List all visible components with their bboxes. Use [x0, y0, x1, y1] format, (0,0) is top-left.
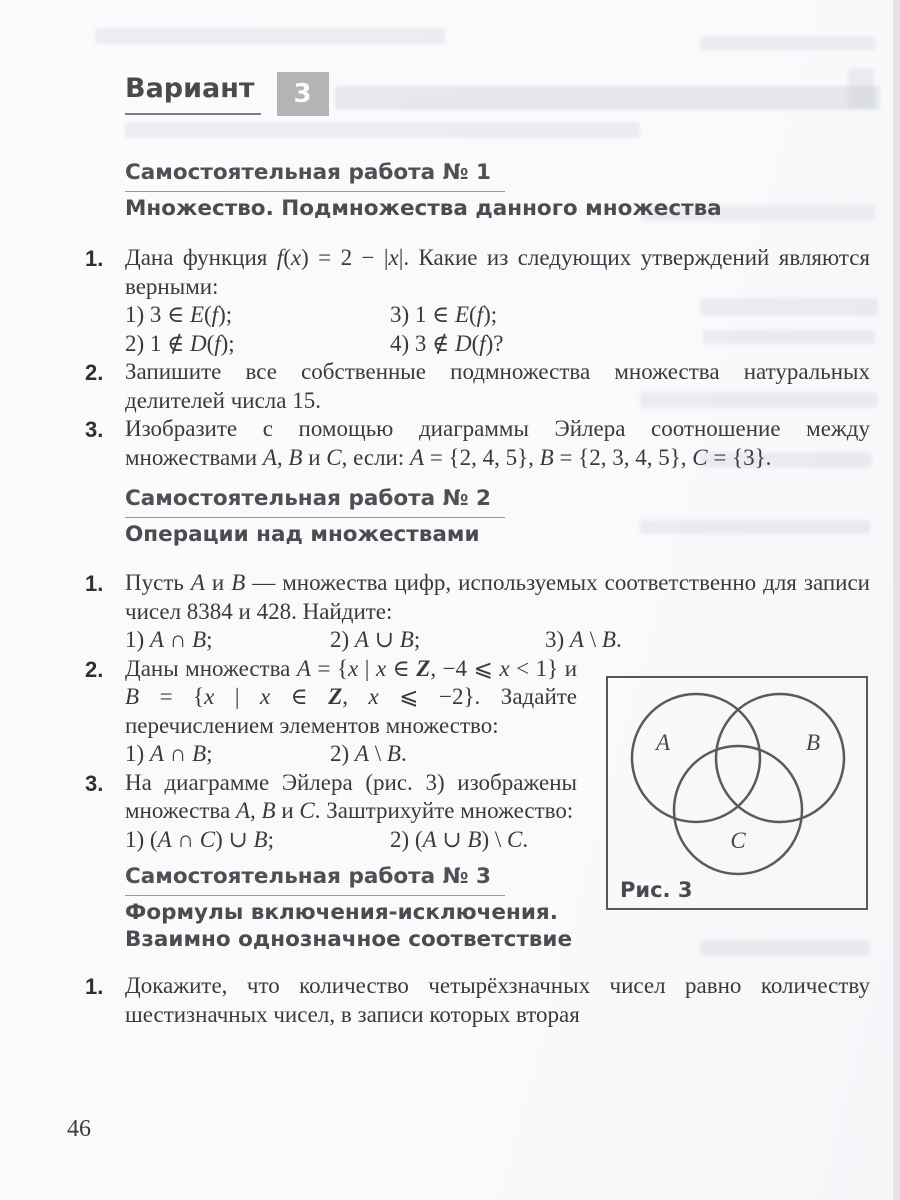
problem-2 [85, 358, 870, 415]
set-b-label: B [805, 730, 821, 755]
work-3-problems [85, 972, 870, 1029]
euler-diagram-figure [606, 676, 868, 910]
problem-number: 2. [85, 656, 104, 682]
venn-diagram [608, 678, 862, 878]
problem-text: Запишите все собственные подмножества множества натуральных делителей числа 15. [125, 359, 870, 413]
problem-1 [85, 244, 870, 358]
work-1-title: Самостоятельная работа № 1 [125, 159, 505, 192]
work-3-title: Самостоятельная работа № 3 [125, 863, 505, 896]
set-c-circle [674, 746, 802, 874]
option-item: 2) 1 ∉ D(f); [125, 330, 235, 356]
work-3-subtitle-line-2: Взаимно однозначное соответствие [125, 927, 573, 952]
set-a-circle [632, 694, 760, 822]
work-2-subtitle: Операции над множествами [125, 522, 480, 547]
problem-1 [85, 972, 870, 1029]
bleed-through-artifact [95, 28, 445, 44]
problem-number: 3. [85, 417, 104, 442]
page-number: 46 [67, 1116, 91, 1142]
option-item: 1) (A ∩ C) ∪ B; [125, 826, 274, 852]
bleed-through-artifact [700, 36, 875, 50]
problem-options-row [125, 740, 577, 769]
problem-text: Даны множества A = {x | x ∈ Z, −4 ⩽ x < 1} и B = {x | x ∈ Z, x ⩽ −2}. Задайте перечислением элементов множество: [125, 655, 578, 738]
variant-label: Вариант [125, 72, 261, 115]
problem-text: На диаграмме Эйлера (рис. 3) изображены множества A, B и C. Заштрихуйте множество: [125, 769, 577, 823]
problem-3 [85, 415, 870, 472]
option-item: 3) A \ B. [545, 627, 622, 652]
problem-1 [85, 569, 870, 655]
work-3-subtitle-line-1: Формулы включения-исключения. [125, 900, 558, 925]
set-a-label: A [655, 730, 671, 755]
scan-edge-shadow [893, 0, 900, 1200]
option-item: 1) A ∩ B; [125, 627, 213, 652]
problem-number: 1. [85, 246, 104, 271]
option-item: 4) 3 ∉ D(f)? [390, 330, 504, 356]
work-1-subtitle: Множество. Подмножества данного множества [125, 196, 722, 221]
section-work-1 [85, 116, 870, 472]
variant-header [125, 72, 870, 116]
problem-options-row [125, 330, 870, 359]
option-item: 2) A \ B. [330, 741, 407, 766]
work-2-title: Самостоятельная работа № 2 [125, 485, 505, 518]
problem-text: Пусть A и B — множества цифр, используемых соответственно для записи чисел 8384 и 428. Найдите: [125, 570, 870, 624]
problem-options-row [125, 301, 870, 330]
work-1-problems [85, 244, 870, 472]
figure-caption: Рис. 3 [620, 878, 693, 902]
problem-number: 3. [85, 770, 104, 796]
option-item: 2) (A ∪ B) \ C. [390, 826, 529, 852]
option-item: 2) A ∪ B; [330, 627, 421, 652]
problem-options-row [125, 826, 577, 855]
option-item: 1) A ∩ B; [125, 741, 213, 766]
option-item: 1) 3 ∈ E(f); [125, 302, 233, 327]
set-b-circle [716, 694, 844, 822]
problem-text: Дана функция f(x) = 2 − |x|. Какие из следующих утверждений являются верными: [125, 245, 870, 299]
problem-options-row [125, 626, 870, 655]
option-item: 3) 1 ∈ E(f); [390, 302, 498, 327]
variant-number-badge: 3 [277, 72, 329, 116]
problem-text: Изобразите с помощью диаграммы Эйлера соотношение между множествами A, B и C, если: A = {2, 4, 5}, B = {2, 3, 4, 5}, C = {3}. [125, 416, 870, 470]
problem-number: 1. [85, 974, 104, 999]
set-c-label: C [730, 828, 746, 853]
problem-number: 1. [85, 571, 104, 596]
problem-text: Докажите, что количество четырёхзначных чисел равно количеству шестизначных чисел, в записи которых вторая [125, 973, 870, 1027]
problem-number: 2. [85, 360, 104, 385]
